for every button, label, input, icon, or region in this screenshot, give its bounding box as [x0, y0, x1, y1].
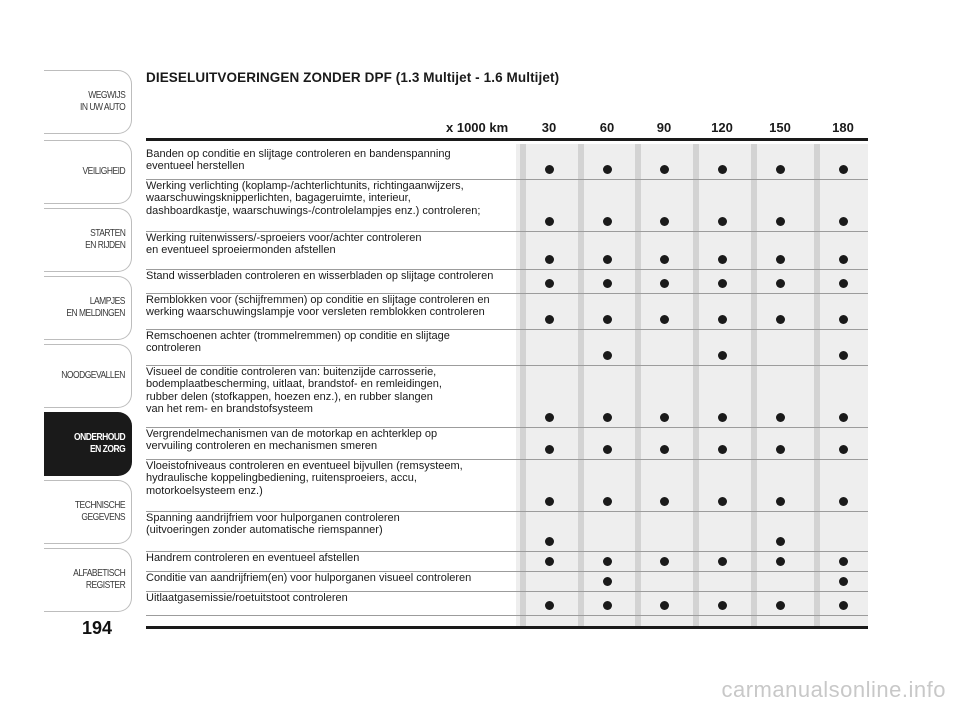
- chapter-tab-3[interactable]: [44, 276, 132, 340]
- check-dot: [603, 315, 612, 324]
- check-dot: [839, 413, 848, 422]
- check-dot: [776, 315, 785, 324]
- maintenance-task: Remblokken voor (schijfremmen) op conditie en slijtage controleren en werking waarschuwingslampje voor versleten remblokken controleren: [146, 294, 490, 319]
- maintenance-task: Visueel de conditie controleren van: buitenzijde carrosserie, bodemplaatbescherming, uitlaat, brandstof- en remleidingen, rubber delen (stofkappen, hoezen enz.), en rubber slangen van het rem- en brandstofsysteem: [146, 366, 442, 415]
- interval-header-4: 150: [769, 120, 791, 135]
- maintenance-task: Handrem controleren en eventueel afstellen: [146, 552, 360, 564]
- check-dot: [776, 255, 785, 264]
- chapter-tab-5[interactable]: [44, 412, 132, 476]
- chapter-tab-label: VEILIGHEID: [82, 166, 125, 177]
- check-dot: [839, 217, 848, 226]
- interval-header-1: 60: [599, 120, 615, 135]
- check-dot: [603, 351, 612, 360]
- check-dot: [603, 577, 612, 586]
- chapter-tab-6[interactable]: [44, 480, 132, 544]
- check-dot: [545, 601, 554, 610]
- chapter-tab-7[interactable]: [44, 548, 132, 612]
- maintenance-task: Uitlaatgasemissie/roetuitstoot controleren: [146, 592, 348, 604]
- check-dot: [718, 315, 727, 324]
- section-title: DIESELUITVOERINGEN ZONDER DPF (1.3 Multijet - 1.6 Multijet): [146, 70, 560, 85]
- table-row: [146, 512, 868, 552]
- maintenance-task: Remschoenen achter (trommelremmen) op conditie en slijtage controleren: [146, 330, 450, 355]
- chapter-tab-label: STARTEN EN RIJDEN: [84, 228, 125, 251]
- check-dot: [545, 279, 554, 288]
- interval-header-3: 120: [711, 120, 733, 135]
- check-dot: [660, 445, 669, 454]
- check-dot: [776, 601, 785, 610]
- check-dot: [545, 255, 554, 264]
- check-dot: [718, 255, 727, 264]
- check-dot: [839, 351, 848, 360]
- chapter-tab-label: ALFABETISCH REGISTER: [72, 568, 125, 591]
- check-dot: [603, 497, 612, 506]
- check-dot: [545, 315, 554, 324]
- check-dot: [839, 255, 848, 264]
- table-row: [146, 330, 868, 366]
- check-dot: [660, 557, 669, 566]
- interval-header-0: 30: [541, 120, 557, 135]
- table-row: [146, 366, 868, 428]
- table-row: [146, 592, 868, 616]
- check-dot: [718, 413, 727, 422]
- interval-header-2: 90: [656, 120, 672, 135]
- check-dot: [776, 497, 785, 506]
- chapter-tab-1[interactable]: [44, 140, 132, 204]
- check-dot: [718, 217, 727, 226]
- chapter-tab-label: ONDERHOUD EN ZORG: [73, 432, 125, 455]
- check-dot: [776, 537, 785, 546]
- maintenance-task: Werking ruitenwissers/-sproeiers voor/achter controleren en eventueel sproeiermonden afstellen: [146, 232, 422, 257]
- check-dot: [839, 577, 848, 586]
- watermark: carmanualsonline.info: [721, 677, 946, 702]
- check-dot: [718, 557, 727, 566]
- check-dot: [660, 279, 669, 288]
- maintenance-task: Werking verlichting (koplamp-/achterlichtunits, richtingaanwijzers, waarschuwingsknipperlichten, bagageruimte, interieur, dashboardkastje, waarschuwings-/controlelampjes enz.) controleren;: [146, 180, 481, 217]
- check-dot: [776, 413, 785, 422]
- table-header: [146, 116, 868, 142]
- check-dot: [545, 165, 554, 174]
- table-row: [146, 552, 868, 572]
- check-dot: [545, 217, 554, 226]
- chapter-tab-label: WEGWIJS IN UW AUTO: [79, 90, 125, 113]
- check-dot: [839, 315, 848, 324]
- check-dot: [545, 557, 554, 566]
- check-dot: [603, 413, 612, 422]
- check-dot: [776, 279, 785, 288]
- check-dot: [718, 445, 727, 454]
- check-dot: [718, 165, 727, 174]
- check-dot: [839, 557, 848, 566]
- check-dot: [839, 601, 848, 610]
- check-dot: [718, 279, 727, 288]
- check-dot: [718, 601, 727, 610]
- table-row: [146, 460, 868, 512]
- check-dot: [660, 165, 669, 174]
- table-row: [146, 428, 868, 460]
- maintenance-task: Banden op conditie en slijtage controleren en bandenspanning eventueel herstellen: [146, 148, 451, 173]
- check-dot: [603, 445, 612, 454]
- chapter-tab-4[interactable]: [44, 344, 132, 408]
- table-row: [146, 232, 868, 270]
- check-dot: [839, 445, 848, 454]
- table-row: [146, 180, 868, 232]
- check-dot: [603, 557, 612, 566]
- check-dot: [660, 497, 669, 506]
- check-dot: [776, 217, 785, 226]
- check-dot: [603, 601, 612, 610]
- check-dot: [660, 217, 669, 226]
- page-number: 194: [82, 618, 113, 638]
- maintenance-task: Vloeistofniveaus controleren en eventueel bijvullen (remsysteem, hydraulische koppelingbediening, ruitensproeiers, accu, motorkoelsysteem enz.): [146, 460, 463, 497]
- check-dot: [603, 255, 612, 264]
- check-dot: [603, 165, 612, 174]
- check-dot: [776, 165, 785, 174]
- unit-label: x 1000 km: [446, 120, 509, 135]
- chapter-tab-label: LAMPJES EN MELDINGEN: [66, 296, 125, 319]
- check-dot: [603, 217, 612, 226]
- maintenance-task: Vergrendelmechanismen van de motorkap en achterklep op vervuiling controleren en mechanismen smeren: [146, 428, 438, 453]
- chapter-tab-label: NOODGEVALLEN: [61, 370, 125, 381]
- check-dot: [660, 413, 669, 422]
- chapter-tab-0[interactable]: [44, 70, 132, 134]
- table-row: [146, 572, 868, 592]
- check-dot: [839, 279, 848, 288]
- maintenance-task: Conditie van aandrijfriem(en) voor hulporganen visueel controleren: [146, 572, 472, 584]
- check-dot: [660, 255, 669, 264]
- table-bottom-divider: [146, 626, 868, 629]
- check-dot: [776, 557, 785, 566]
- maintenance-table: [146, 116, 868, 632]
- chapter-tab-2[interactable]: [44, 208, 132, 272]
- check-dot: [839, 497, 848, 506]
- check-dot: [660, 601, 669, 610]
- maintenance-task: Stand wisserbladen controleren en wisserbladen op slijtage controleren: [146, 270, 494, 282]
- check-dot: [660, 315, 669, 324]
- check-dot: [603, 279, 612, 288]
- interval-header-5: 180: [832, 120, 854, 135]
- check-dot: [839, 165, 848, 174]
- header-divider: [146, 138, 868, 141]
- check-dot: [545, 537, 554, 546]
- check-dot: [776, 445, 785, 454]
- check-dot: [545, 445, 554, 454]
- table-row: [146, 294, 868, 330]
- maintenance-task: Spanning aandrijfriem voor hulporganen controleren (uitvoeringen zonder automatische riemspanner): [146, 512, 400, 537]
- table-row: [146, 148, 868, 180]
- check-dot: [718, 497, 727, 506]
- table-row: [146, 270, 868, 294]
- chapter-tab-label: TECHNISCHE GEGEVENS: [74, 500, 125, 523]
- check-dot: [718, 351, 727, 360]
- check-dot: [545, 413, 554, 422]
- check-dot: [545, 497, 554, 506]
